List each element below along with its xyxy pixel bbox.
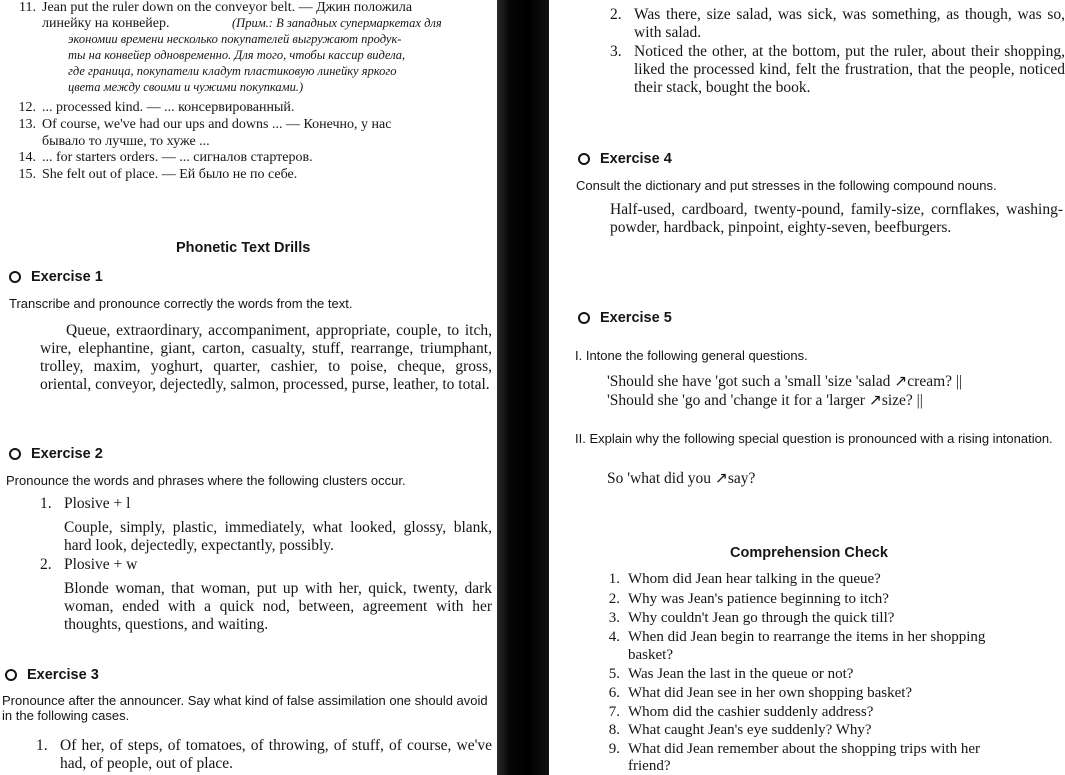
- exercise-5-part-1: I. Intone the following general questions.: [575, 348, 808, 363]
- exercise-5-part-2: II. Explain why the following special question is pronounced with a rising intonation.: [575, 431, 1053, 446]
- vocab-text: ... processed kind. — ... консервированный.: [42, 100, 295, 115]
- vocab-number: 12.: [18, 100, 36, 115]
- vocab-text: Jean put the ruler down on the conveyor belt. — Джин положила: [42, 0, 413, 15]
- vocab-line: [10, 167, 297, 183]
- right-page: [545, 0, 1065, 775]
- vocab-note-line: ты на конвейер одновременно. Для того, чтобы кассир видела,: [68, 48, 406, 62]
- vocab-line: [42, 134, 210, 150]
- question-item: friend?: [628, 758, 671, 774]
- exercise-5-title: Exercise 5: [578, 310, 672, 326]
- item-text: Noticed the other, at the bottom, put the ruler, about their shopping, liked the processed kind, felt the frustration, that the people, noticed their stack, bought the book.: [634, 43, 1065, 96]
- question-item: 7. Whom did the cashier suddenly address?: [608, 704, 874, 720]
- item-heading: Plosive + l: [64, 495, 131, 512]
- exercise-2-item-text: Couple, simply, plastic, immediately, what looked, glossy, blank, hard look, dejectedly, expectantly, possibly.: [64, 519, 492, 554]
- vocab-line: [10, 117, 391, 133]
- exercise-list-item: [610, 43, 1065, 97]
- vocab-line: [42, 16, 170, 32]
- exercise-4-instruction: Consult the dictionary and put stresses in the following compound nouns.: [576, 178, 997, 193]
- vocab-text: бывало то лучше, то хуже ...: [42, 134, 210, 149]
- question-item: basket?: [628, 647, 673, 663]
- exercise-2-title: Exercise 2: [9, 446, 103, 462]
- question-item: 5. Was Jean the last in the queue or not?: [608, 666, 854, 682]
- item-text: Of her, of steps, of tomatoes, of throwing, of stuff, of course, we've had, of people, out of place.: [60, 737, 492, 772]
- vocab-number: 14.: [18, 150, 36, 165]
- exercise-list-item: [610, 6, 1065, 42]
- exercise-3-instruction: Pronounce after the announcer. Say what kind of false assimilation one should avoid in the following cases.: [2, 693, 488, 723]
- circle-bullet-icon: [5, 669, 17, 681]
- vocab-number: 11.: [19, 0, 36, 15]
- question-item: 6. What did Jean see in her own shopping basket?: [608, 685, 913, 701]
- exercise-4-title: Exercise 4: [578, 151, 672, 167]
- question-item: 4. When did Jean begin to rearrange the items in her shopping: [608, 629, 986, 645]
- comprehension-title: Comprehension Check: [730, 545, 888, 561]
- vocab-number: 13.: [18, 117, 36, 132]
- question-item: 2. Why was Jean's patience beginning to itch?: [608, 591, 889, 607]
- question-item: 3. Why couldn't Jean go through the quick till?: [608, 610, 895, 626]
- exercise-3-title: Exercise 3: [5, 667, 99, 683]
- question-item: 1. Whom did Jean hear talking in the queue?: [608, 571, 881, 587]
- question-item: 9. What did Jean remember about the shopping trips with her: [608, 741, 980, 757]
- item-number: 2.: [610, 6, 622, 23]
- item-number: 1.: [36, 737, 48, 754]
- section-title: Phonetic Text Drills: [176, 240, 311, 256]
- left-page: [0, 0, 505, 775]
- vocab-note-line: цвета между своими и чужими покупками.): [68, 80, 304, 94]
- intonation-line: 'Should she 'go and 'change it for a 'larger ↗size? ||: [607, 392, 923, 409]
- circle-bullet-icon: [9, 271, 21, 283]
- exercise-2-item-text: Blonde woman, that woman, put up with her, quick, twenty, dark woman, ended with a quick nod, between, agreement with her thoughts, questions, and waiting.: [64, 580, 492, 633]
- vocab-number: 15.: [18, 167, 36, 182]
- question-item: 8. What caught Jean's eye suddenly? Why?: [608, 722, 872, 738]
- vocab-text: ... for starters orders. — ... сигналов стартеров.: [42, 150, 313, 165]
- exercise-1-instruction: Transcribe and pronounce correctly the words from the text.: [9, 296, 353, 311]
- vocab-text: Of course, we've had our ups and downs ... — Конечно, у нас: [42, 117, 392, 132]
- circle-bullet-icon: [9, 448, 21, 460]
- intonation-line: 'Should she have 'got such a 'small 'size 'salad ↗cream? ||: [607, 373, 963, 390]
- vocab-line: [10, 0, 412, 16]
- book-gutter: [497, 0, 549, 775]
- exercise-2-instruction: Pronounce the words and phrases where the following clusters occur.: [6, 473, 406, 488]
- vocab-text: линейку на конвейер.: [42, 16, 170, 31]
- item-text: Was there, size salad, was sick, was something, as though, was so, with salad.: [634, 6, 1065, 41]
- vocab-note-line: где граница, покупатели кладут пластиковую линейку яркого: [68, 64, 397, 78]
- vocab-text: She felt out of place. — Ей было не по себе.: [42, 167, 298, 182]
- circle-bullet-icon: [578, 153, 590, 165]
- item-number: 3.: [610, 43, 622, 60]
- vocab-note-line: экономии времени несколько покупателей выгружают продук-: [68, 32, 402, 46]
- vocab-line: [10, 150, 313, 166]
- exercise-1-text: Queue, extraordinary, accompaniment, appropriate, couple, to itch, wire, elephantine, giant, carton, casualty, stuff, rearrange, triumphant, trolley, maxim, yoghurt, quarter, cashier, to poise, cheque, gross, oriental, conveyor, dejectedly, salmon, processed, purse, leather, to total.: [40, 322, 492, 393]
- item-heading: Plosive + w: [64, 556, 138, 573]
- item-number: 1.: [40, 495, 52, 512]
- circle-bullet-icon: [578, 312, 590, 324]
- vocab-note-line: (Прим.: В западных супермаркетах для: [232, 16, 442, 30]
- exercise-3-item: [36, 737, 492, 773]
- item-number: 2.: [40, 556, 52, 573]
- intonation-line: So 'what did you ↗say?: [607, 470, 756, 487]
- exercise-1-title: Exercise 1: [9, 269, 103, 285]
- vocab-line: [10, 100, 294, 116]
- exercise-4-text: Half-used, cardboard, twenty-pound, family-size, cornflakes, washing-powder, hardback, pinpoint, eighty-seven, beefburgers.: [610, 201, 1063, 236]
